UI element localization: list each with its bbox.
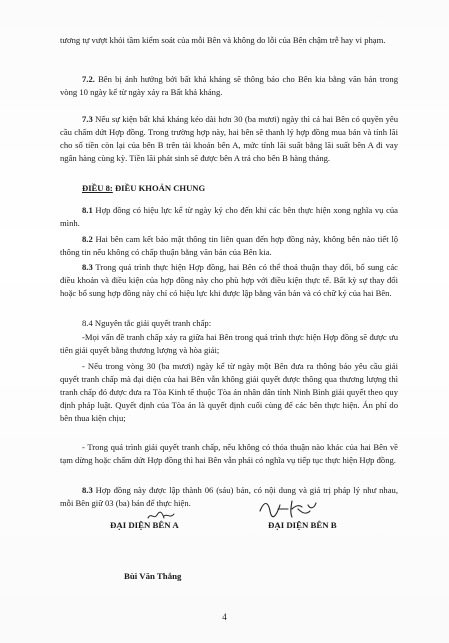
clause-number: 8.3: [82, 485, 93, 495]
clause-number: 7.3: [82, 114, 93, 124]
clause-number: 8.1: [82, 205, 93, 215]
article-8-heading: [82, 183, 205, 193]
paragraph-text: Nếu sự kiện bất khả kháng kéo dài hơn 30 (ba mươi) ngày thì cả hai Bên có quyền yêu cầu chấm dứt Hợp đồng. Trong trường hợp này, hai bên sẽ thanh lý hợp đồng mua bán và tính lãi cho số tiền còn lại của bên B trên tài khoản bên A, mức tính lãi suất bằng lãi suất bên A đi vay ngân hàng cùng kỳ. Tiền lãi phát sinh sẽ được bên A trả cho bên B hàng tháng.: [60, 114, 398, 164]
paragraph-text: - Trong quá trình giải quyết tranh chấp, nếu không có thỏa thuận nào khác của hai Bên về tạm dừng hoặc chấm dứt Hợp đồng thì hai Bên vẫn phải có nghĩa vụ tiếp tục thực hiện Hợp đồng.: [60, 442, 398, 466]
paragraph-text: Trong quá trình thực hiện Hợp đồng, hai Bên có thể thoả thuận thay đổi, bổ sung các điều khoản và điều kiện của hợp đồng này cho phù hợp với điều kiện thực tế. Bất kỳ sự thay đổi hoặc bổ sung hợp đồng này chỉ có hiệu lực khi được lập bằng văn bản và có chữ ký của hai Bên.: [60, 262, 398, 299]
paragraph-7-2: [60, 73, 398, 99]
paragraph-8-2: [60, 233, 398, 259]
paragraph-8-3-copies: [60, 484, 398, 510]
paragraph-dispute-1: [60, 331, 398, 357]
paragraph-8-3: [60, 261, 398, 300]
paragraph-dispute-2: [60, 360, 398, 425]
signer-name-party-a: Bùi Văn Thắng: [124, 571, 182, 581]
paragraph-text: Hai bên cam kết bảo mật thông tin liên quan đến hợp đồng này, không bên nào tiết lộ thông tin nếu không có chấp thuận bằng văn bản của Bên kia.: [60, 234, 399, 258]
page-number: 4: [222, 612, 227, 622]
paragraph-8-1: [60, 204, 398, 230]
clause-number: 7.2.: [82, 74, 95, 84]
handwritten-initials: [258, 497, 318, 519]
article-label: ĐIỀU 8:: [82, 183, 113, 193]
paragraph-text: Hợp đồng này được lập thành 06 (sáu) bản, có nội dung và giá trị pháp lý như nhau, mỗi Bên giữ 03 (ba) bản để thực hiện.: [60, 485, 398, 509]
paragraph-text: 8.4 Nguyên tắc giải quyết tranh chấp:: [82, 318, 212, 328]
paragraph-text: - Nếu trong vòng 30 (ba mươi) ngày kể từ ngày một Bên đưa ra thông báo yêu cầu giải quyết tranh chấp mà đại diện của hai Bên vẫn không giải quyết được thông qua thương lượng thì tranh chấp đó được đưa ra Tòa Kinh tế thuộc Tòa án nhân dân tỉnh Ninh Bình giải quyết theo quy định pháp luật. Quyết định của Tòa án là quyết định cuối cùng để các bên thực hiện. Án phí do bên thua kiện chịu;: [60, 361, 398, 424]
clause-number: 8.2: [82, 234, 93, 244]
signature-label-party-b: ĐẠI DIỆN BÊN B: [268, 520, 337, 530]
paragraph-text: Hợp đồng có hiệu lực kể từ ngày ký cho đến khi các bên thực hiện xong nghĩa vụ của mình.: [60, 205, 398, 229]
paragraph-7-3: [60, 113, 398, 165]
paragraph-7-1-continuation: [60, 34, 398, 47]
paragraph-text: Bên bị ảnh hưởng bởi bất khả kháng sẽ thông báo cho Bên kia bằng văn bản trong vòng 10 ngày kể từ ngày xảy ra Bất khả kháng.: [60, 74, 398, 98]
paragraph-text: -Mọi vấn đề tranh chấp xảy ra giữa hai Bên trong quá trình thực hiện Hợp đồng sẽ được ưu tiên giải quyết bằng thương lượng và hòa giải;: [60, 332, 398, 356]
paragraph-text: tương tự vượt khỏi tầm kiểm soát của mỗi Bên và không do lỗi của Bên chậm trễ hay vi phạm.: [60, 35, 386, 45]
clause-number: 8.3: [82, 262, 93, 272]
signature-label-party-a: ĐẠI DIỆN BÊN A: [110, 520, 179, 530]
paragraph-8-4-title: [60, 317, 398, 330]
article-title: ĐIỀU KHOẢN CHUNG: [112, 183, 206, 193]
paragraph-dispute-3: [60, 441, 398, 467]
